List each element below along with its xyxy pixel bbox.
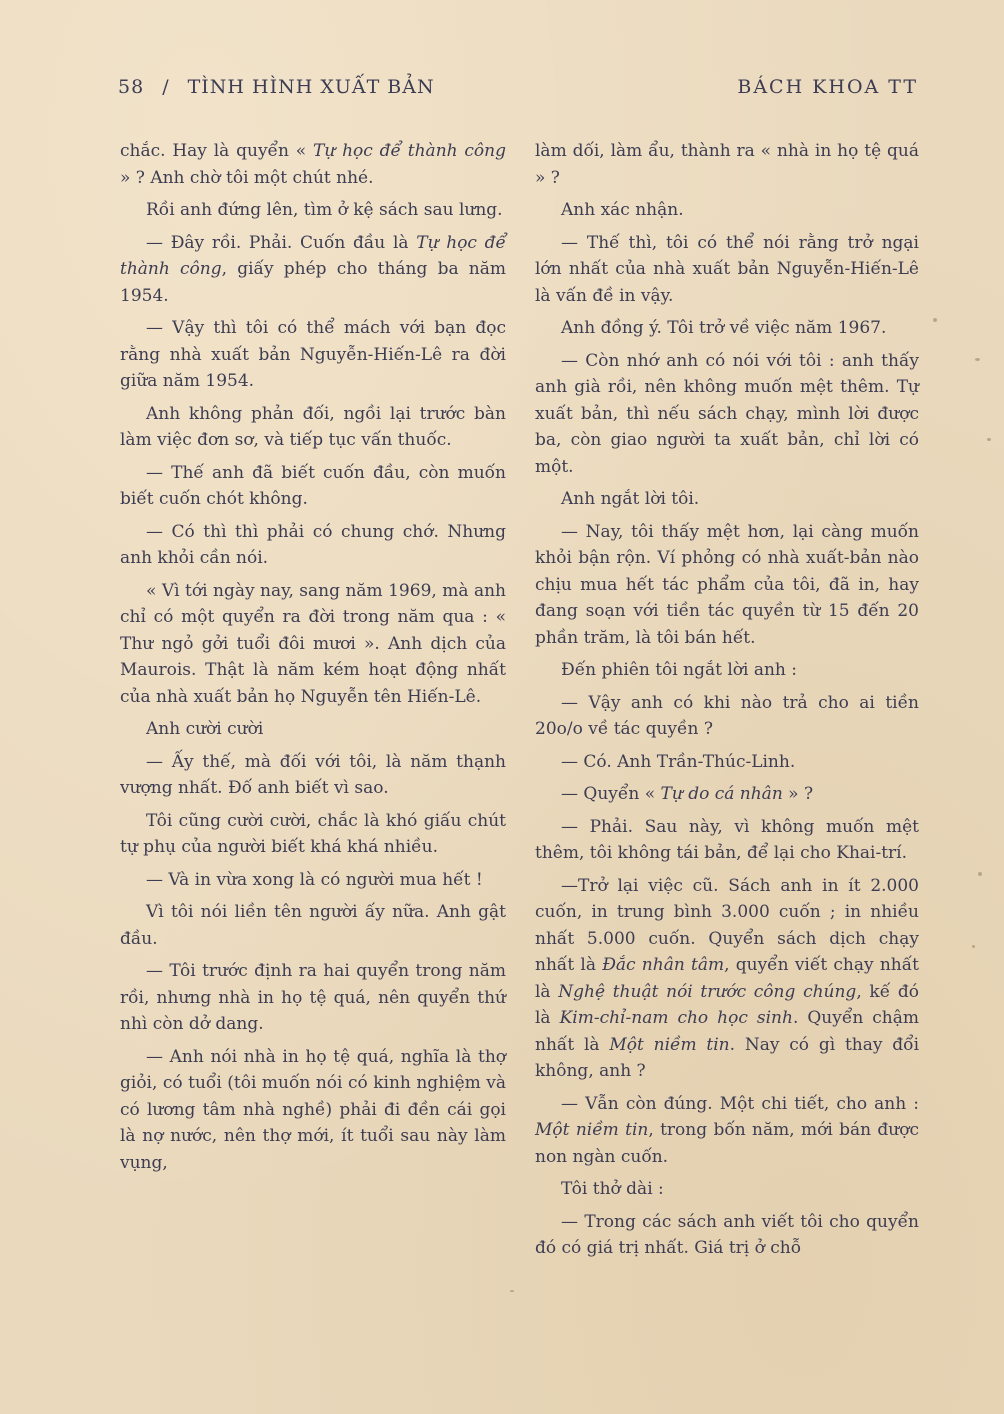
italic-title: Tự học để thành công xyxy=(120,232,506,279)
paragraph xyxy=(120,460,506,513)
text-run: , quyển viết chạy nhất là xyxy=(535,955,919,1002)
paragraph xyxy=(535,138,919,191)
text-run: — Tôi trước định ra hai quyển trong năm rồi, nhưng nhà in họ tệ quá, nên quyển thứ nhì còn dở dang. xyxy=(120,961,506,1034)
text-run: Anh ngắt lời tôi. xyxy=(561,489,700,509)
paragraph xyxy=(535,230,919,310)
paragraph xyxy=(535,657,919,684)
text-run: Anh cười cười xyxy=(146,719,264,739)
paragraph xyxy=(120,867,506,894)
text-run: — Và in vừa xong là có người mua hết ! xyxy=(146,869,483,890)
italic-title: Kim-chỉ-nam cho học sinh xyxy=(559,1008,793,1028)
text-run: — Vẫn còn đúng. Một chi tiết, cho anh : xyxy=(561,1093,919,1114)
text-run: , kế đó là xyxy=(535,981,919,1028)
paragraph xyxy=(535,814,919,867)
text-run: Đến phiên tôi ngắt lời anh : xyxy=(561,660,797,680)
paragraph xyxy=(120,401,506,454)
italic-title: Đắc nhân tâm xyxy=(602,955,725,975)
text-run: — Vậy anh có khi nào trả cho ai tiền 20o/o về tác quyền ? xyxy=(535,692,919,739)
text-run: — Còn nhớ anh có nói với tôi : anh thấy anh già rồi, nên không muốn mệt thêm. Tự xuất bản, thì nếu sách chạy, mình lời được ba, còn giao người ta xuất bản, chỉ lời có một. xyxy=(535,350,919,477)
paragraph xyxy=(120,958,506,1038)
italic-title: Một niềm tin xyxy=(609,1034,730,1055)
text-run: , giấy phép cho tháng ba năm 1954. xyxy=(120,259,506,306)
text-run: — Anh nói nhà in họ tệ quá, nghĩa là thợ giỏi, có tuổi (tôi muốn nói có kinh nghiệm và có lương tâm nhà nghề) phải đi đền cái gọi là nợ nước, nên thợ mới, ít tuổi sau này làm vụng, xyxy=(120,1046,506,1173)
italic-title: Nghệ thuật nói trước công chúng xyxy=(558,981,857,1002)
paragraph xyxy=(120,315,506,395)
paragraph xyxy=(120,1044,506,1177)
text-run: Rồi anh đứng lên, tìm ở kệ sách sau lưng. xyxy=(146,200,503,220)
text-run: Anh xác nhận. xyxy=(561,200,684,220)
paragraph xyxy=(535,1091,919,1171)
paragraph xyxy=(120,230,506,310)
text-run: — Phải. Sau này, vì không muốn mệt thêm, tôi không tái bản, để lại cho Khai-trí. xyxy=(535,816,919,863)
paragraph xyxy=(535,486,919,513)
paragraph xyxy=(120,716,506,743)
page-number: 58 xyxy=(118,76,145,98)
section-title: TÌNH HÌNH XUẤT BẢN xyxy=(187,76,435,98)
paragraph xyxy=(120,808,506,861)
header-separator: / xyxy=(162,76,170,98)
paragraph xyxy=(120,138,506,191)
text-run: chắc. Hay là quyển « xyxy=(120,141,313,161)
text-run: — Có thì thì phải có chung chớ. Nhưng anh khỏi cần nói. xyxy=(120,521,506,568)
paragraph xyxy=(535,1176,919,1203)
text-run: « Vì tới ngày nay, sang năm 1969, mà anh chỉ có một quyển ra đời trong năm qua : « Thư ngỏ gởi tuổi đôi mươi ». Anh dịch của Maurois. Thật là năm kém hoạt động nhất của nhà xuất bản họ Nguyễn tên Hiến-Lê. xyxy=(120,580,506,707)
paragraph xyxy=(535,781,919,808)
paragraph xyxy=(535,348,919,481)
text-run: Anh đồng ý. Tôi trở về việc năm 1967. xyxy=(561,318,887,338)
text-run: —Trở lại việc cũ. Sách anh in ít 2.000 cuốn, in trung bình 3.000 cuốn ; in nhiều nhất 5.000 cuốn. Quyển sách dịch chạy nhất là xyxy=(535,875,919,975)
magazine-title: BÁCH KHOA TT xyxy=(737,76,918,98)
text-run: — Quyển « xyxy=(561,784,661,804)
text-run: làm dối, làm ẩu, thành ra « nhà in họ tệ quá » ? xyxy=(535,141,919,188)
text-run: Tôi cũng cười cười, chắc là khó giấu chút tự phụ của người biết khá khá nhiều. xyxy=(120,810,506,857)
header-left xyxy=(118,76,435,98)
text-run: — Nay, tôi thấy mệt hơn, lại càng muốn khỏi bận rộn. Ví phỏng có nhà xuất-bản nào chịu mua hết tác phẩm của tôi, đã in, hay đang soạn với tiền tác quyền từ 15 đến 20 phần trăm, là tôi bán hết. xyxy=(535,521,919,648)
running-header xyxy=(118,76,918,102)
text-run: Tôi thở dài : xyxy=(561,1179,664,1199)
paragraph xyxy=(535,749,919,776)
text-run: — Ấy thế, mà đối với tôi, là năm thạnh vượng nhất. Đố anh biết vì sao. xyxy=(120,751,506,798)
text-run: . Quyển chậm nhất là xyxy=(535,1008,919,1055)
text-run: — Có. Anh Trần-Thúc-Linh. xyxy=(561,751,796,772)
text-run: — Vậy thì tôi có thể mách với bạn đọc rằng nhà xuất bản Nguyễn-Hiến-Lê ra đời giữa năm 1954. xyxy=(120,318,506,391)
paragraph xyxy=(120,899,506,952)
paragraph xyxy=(120,578,506,711)
italic-title: Tự do cá nhân xyxy=(660,784,783,804)
paragraph xyxy=(120,749,506,802)
paragraph xyxy=(120,519,506,572)
paragraph xyxy=(535,197,919,224)
right-column xyxy=(535,138,919,1268)
italic-title: Tự học để thành công xyxy=(313,141,506,161)
text-run: — Thế thì, tôi có thể nói rằng trở ngại lớn nhất của nhà xuất bản Nguyễn-Hiến-Lê là vấn đề in vậy. xyxy=(535,232,919,306)
left-column xyxy=(120,138,506,1182)
text-run: » ? xyxy=(782,784,814,804)
text-run: » ? Anh chờ tôi một chút nhé. xyxy=(120,167,374,188)
paragraph xyxy=(535,1209,919,1262)
paragraph xyxy=(535,315,919,342)
paragraph xyxy=(535,690,919,743)
paragraph xyxy=(535,519,919,652)
text-run: , trong bốn năm, mới bán được non ngàn cuốn. xyxy=(535,1120,919,1167)
paragraph xyxy=(120,197,506,224)
text-run: — Đây rồi. Phải. Cuốn đầu là xyxy=(146,232,417,253)
text-run: . Nay có gì thay đổi không, anh ? xyxy=(535,1034,919,1081)
italic-title: Một niềm tin xyxy=(535,1120,649,1140)
text-run: Anh không phản đối, ngồi lại trước bàn làm việc đơn sơ, và tiếp tục vấn thuốc. xyxy=(120,403,506,450)
paragraph xyxy=(535,873,919,1085)
text-run: Vì tôi nói liền tên người ấy nữa. Anh gật đầu. xyxy=(120,902,506,949)
text-run: — Trong các sách anh viết tôi cho quyển đó có giá trị nhất. Giá trị ở chỗ xyxy=(535,1211,919,1258)
text-run: — Thế anh đã biết cuốn đầu, còn muốn biết cuốn chót không. xyxy=(120,462,506,509)
